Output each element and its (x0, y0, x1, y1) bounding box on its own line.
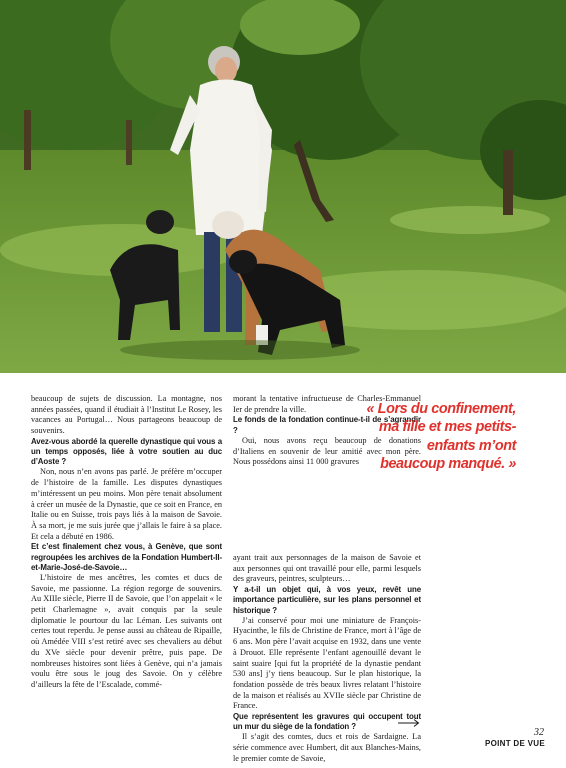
interview-question: Y a-t-il un objet qui, à vos yeux, revêt une importance particulière, sur les plans personnel et historique ? (233, 585, 421, 615)
arrow-right-icon (398, 718, 420, 728)
photo-woman-with-dogs (0, 0, 566, 373)
article-column-3 (233, 553, 421, 765)
article-column-1 (31, 394, 222, 691)
body-paragraph: Oui, nous avons reçu beaucoup de donations d’Italiens en souvenir de leur amitié avec mon père. Nous possédons ainsi 11 000 gravures (233, 435, 421, 467)
interview-question: Et c’est finalement chez vous, à Genève, que sont regroupées les archives de la Fondation Humbert-II-et-Marie-José-de-Savoie… (31, 542, 222, 572)
interview-question: Que représentent les gravures qui occupent tout un mur du siège de la fondation ? (233, 712, 421, 732)
body-paragraph: J’ai conservé pour moi une miniature de François-Hyacinthe, le fils de Christine de France, mort à l’âge de 6 ans. Mon père l’avait acquise en 1932, dans une vente à Drouot. Elle représente l’enfant agenouillé devant le saint suaire [qui fut la propriété de la dynastie pendant 530 ans] j’y tiens beaucoup. Sur le plan historique, la fondation possède de très beaux livres relatant l’histoire de la maison et réalisés au XVIIe siècle par Christine de France. (233, 615, 421, 711)
body-paragraph: ayant trait aux personnages de la maison de Savoie et aux personnes qui ont travaillé pour elle, parmi lesquels des graveurs, peintres, sculpteurs… (233, 553, 421, 584)
pull-quote: « Lors du confinement, ma fille et mes petits-enfants m’ont beaucoup manqué. » (366, 401, 516, 472)
body-paragraph: Il s’agit des comtes, ducs et rois de Sardaigne. La série commence avec Humbert, dit aux Blanches-Mains, le premier comte de Savoie, (233, 732, 421, 763)
body-paragraph: beaucoup de sujets de discussion. La montagne, nos années passées, quand il étudiait à l’Institut Le Rosey, les vacances au Portugal… Nous partageons beaucoup de souvenirs. (31, 394, 222, 436)
garden-photo (0, 0, 566, 373)
page-number: 32 (534, 727, 544, 738)
body-paragraph: Non, nous n’en avons pas parlé. Je préfère m’occuper de l’histoire de la famille. Les disputes dynastiques m’intéressent un peu moins. Mon père tenait absolument à créer un musée de la Dynastie, que ce soit en France, en Italie ou en Suisse, trois pays liés à la maison de Savoie. À sa mort, je me suis jurée que j’allais le faire à sa place. Et cela a débuté en 1986. (31, 467, 222, 541)
body-paragraph: morant la tentative infructueuse de Charles-Emmanuel Ier de prendre la ville. (233, 394, 421, 414)
body-paragraph: L’histoire de mes ancêtres, les comtes et ducs de Savoie, me passionne. La région regorge de souvenirs. Au XIIIe siècle, Pierre II de Savoie, que l’on appelait « le petit Charlemagne », avait conquis par la seule diplomatie le pourtour du lac Léman. Les suivants ont certes tout reperdu. Je pense aussi au château de Ripaille, où Amédée VIII s’est retiré avec ses chevaliers au début du XVe siècle pour devenir prêtre, puis pape. De nombreuses histoires sont liées à Genève, qui n’a jamais voulu être sous le joug des Savoie. On y célèbre d’ailleurs la fête de l’Escalade, commé- (31, 572, 222, 689)
interview-question: Le fonds de la fondation continue-t-il de s’agrandir ? (233, 415, 421, 435)
magazine-name: POINT DE VUE (484, 739, 545, 748)
interview-question: Avez-vous abordé la querelle dynastique qui vous a un temps opposés, liée à votre soutien au duc d’Aoste ? (31, 436, 222, 467)
